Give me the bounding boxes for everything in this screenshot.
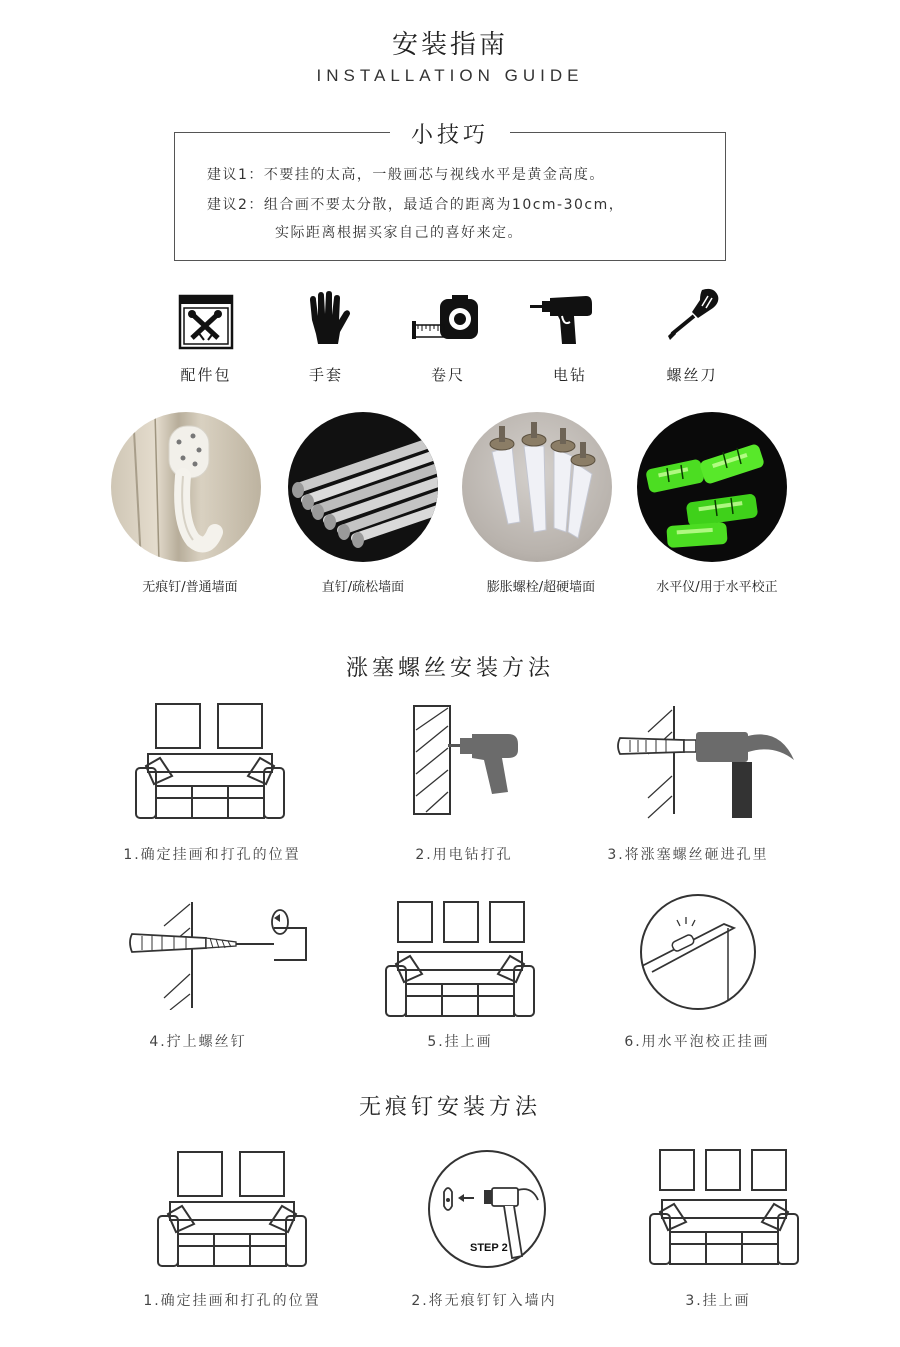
step-label-4: 4.拧上螺丝钉 [149,1034,247,1050]
section-title-expansion: 涨塞螺丝安装方法 [345,656,554,681]
tip-line-1: 建议1：不要挂的太高，一般画芯与视线水平是黄金高度。 [207,167,605,183]
hardware-label-nails: 直钉/疏松墙面 [321,580,405,595]
glove-icon [302,290,354,346]
tool-label-drill: 电钻 [552,366,587,384]
illustration-sofa-three-frames-2 [648,1148,800,1270]
screwdriver-icon [664,288,722,344]
page-subtitle: INSTALLATION GUIDE [316,66,584,85]
hardware-label-bolts: 膨胀螺栓/超硬墙面 [486,580,596,595]
step-label-3: 3.将涨塞螺丝砸进孔里 [607,847,769,863]
step-label-6: 6.用水平泡校正挂画 [624,1034,770,1050]
photo-expansion-bolts [462,412,612,562]
hardware-label-levels: 水平仪/用于水平校正 [656,580,778,595]
illustration-sofa-three-frames [384,900,536,1022]
tool-label-bag: 配件包 [180,366,232,384]
tool-label-tape: 卷尺 [430,366,465,384]
step2-label-3: 3.挂上画 [685,1293,751,1309]
tool-label-screwdriver: 螺丝刀 [666,366,718,384]
step2-label-1: 1.确定挂画和打孔的位置 [143,1293,321,1309]
tool-label-glove: 手套 [308,366,343,384]
page-title: 安装指南 [391,30,508,60]
illustration-level-circle [638,892,758,1012]
hardware-label-hook: 无痕钉/普通墙面 [142,580,238,595]
photo-straight-nails [288,412,438,562]
illustration-screw-in [126,898,308,1010]
illustration-hammer-anchor [614,702,798,820]
illustration-drill-wall [412,704,522,816]
tip-line-2: 建议2：组合画不要太分散，最适合的距离为10cm-30cm， [207,197,625,213]
photo-seamless-hook [111,412,261,562]
section-title-seamless: 无痕钉安装方法 [358,1095,541,1120]
tips-title: 小技巧 [390,118,510,149]
tip-line-3: 实际距离根据买家自己的喜好来定。 [275,225,523,241]
step-badge: STEP 2 [470,1242,508,1254]
step-label-2: 2.用电钻打孔 [415,847,513,863]
step-label-5: 5.挂上画 [427,1034,493,1050]
step-label-1: 1.确定挂画和打孔的位置 [123,847,301,863]
step2-label-2: 2.将无痕钉钉入墙内 [411,1293,557,1309]
illustration-sofa-two-frames [134,702,286,824]
accessory-bag-icon [178,292,234,350]
tape-measure-icon [412,295,482,345]
drill-icon [530,292,594,348]
photo-spirit-levels [637,412,787,562]
illustration-sofa-two-frames-2 [156,1150,308,1272]
